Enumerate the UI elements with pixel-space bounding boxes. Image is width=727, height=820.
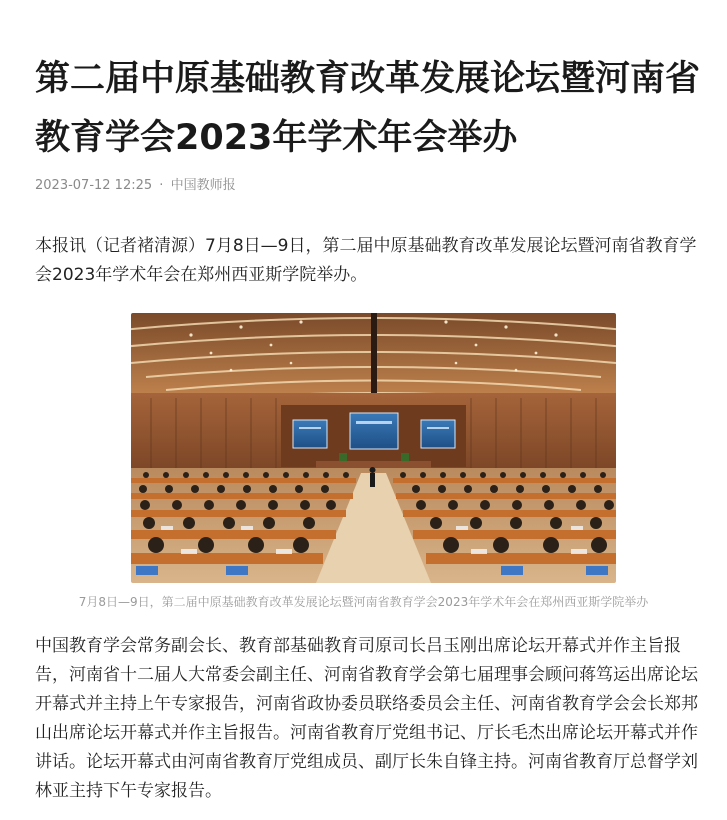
lead-paragraph: 本报讯（记者褚清源）7月8日—9日，第二届中原基础教育改革发展论坛暨河南省教育学会2023年学术年会在郑州西亚斯学院举办。	[35, 236, 697, 285]
body-paragraph: 中国教育学会常务副会长、教育部基础教育司原司长吕玉刚出席论坛开幕式并作主旨报告，河南省十二届人大常委会副主任、河南省教育学会第七届理事会顾问蒋笃运出席论坛开幕式并主持上午专家报告，河南省政协委员联络委员会主任、河南省教育学会会长郑邦山出席论坛开幕式并作主旨报告。河南省教育厅党组书记、厅长毛杰出席论坛开幕式并作讲话。论坛开幕式由河南省教育厅党组成员、副厅长朱自锋主持。河南省教育厅总督学刘林亚主持下午专家报告。	[35, 636, 698, 801]
conference-hall-photo	[131, 313, 616, 583]
source-link[interactable]: 中国教师报	[170, 178, 236, 193]
meta-separator: ·	[159, 178, 164, 193]
article-meta	[35, 177, 236, 195]
image-caption: 7月8日—9日，第二届中原基础教育改革发展论坛暨河南省教育学会2023年学术年会在郑州西亚斯学院举办	[78, 595, 649, 609]
publish-date: 2023-07-12 12:25	[35, 178, 153, 193]
article-title: 第二届中原基础教育改革发展论坛暨河南省教育学会2023年学术年会举办	[35, 59, 701, 158]
conference-hall-illustration	[131, 313, 616, 583]
